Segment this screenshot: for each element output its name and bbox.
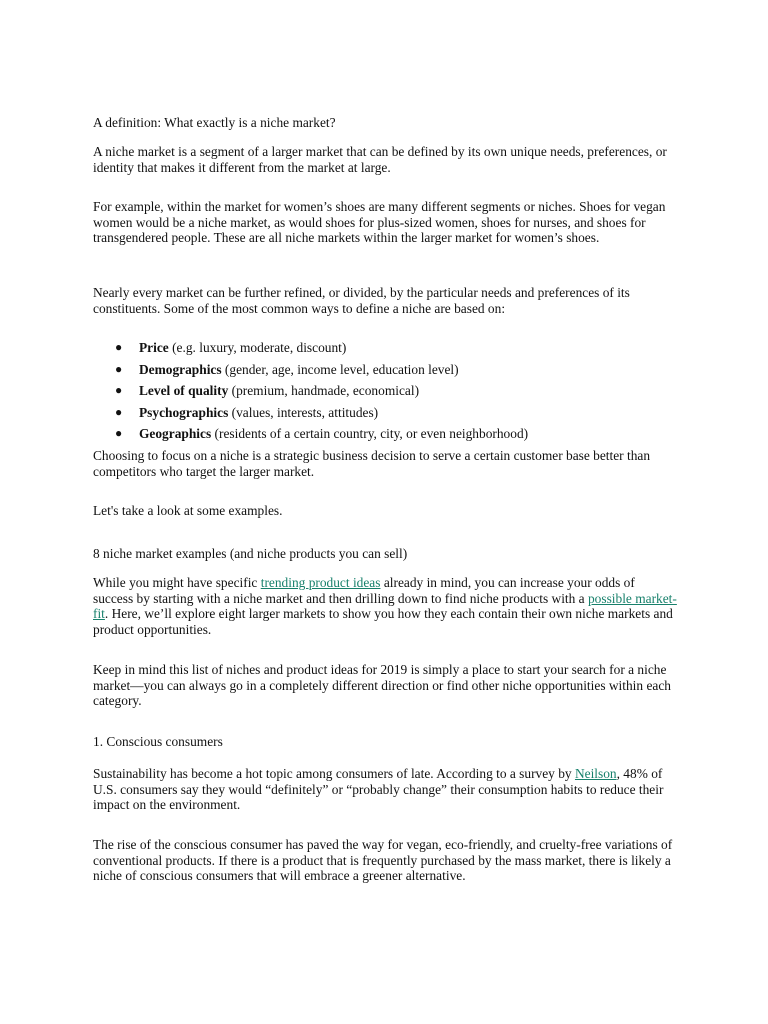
bullet-desc: (gender, age, income level, education level) xyxy=(221,361,459,377)
paragraph-rise: The rise of the conscious consumer has paved the way for vegan, eco-friendly, and cruelty-free variations of conventional products. If there is a product that is frequently purchased by the mass market, there is likely a niche of conscious consumers that will embrace a greener alternative. xyxy=(93,837,673,884)
list-item xyxy=(93,426,678,448)
bullet-icon: ● xyxy=(115,383,123,398)
bullet-desc: (residents of a certain country, city, or even neighborhood) xyxy=(211,426,529,442)
bullet-term: Demographics xyxy=(139,361,222,377)
text-run: Sustainability has become a hot topic among consumers of late. According to a survey by xyxy=(93,766,575,781)
bullet-icon: ● xyxy=(115,404,123,419)
possible-market-fit-link[interactable]: possible market-fit xyxy=(93,590,677,622)
bullet-icon: ● xyxy=(115,361,123,376)
text-run: While you might have specific xyxy=(93,575,261,590)
bullet-term: Psychographics xyxy=(139,404,229,420)
paragraph-keep-in-mind: Keep in mind this list of niches and product ideas for 2019 is simply a place to start your search for a niche market—you can always go in a completely different direction or find other niche opportunities within each category. xyxy=(93,662,671,709)
bullet-desc: (premium, handmade, economical) xyxy=(228,383,420,399)
paragraph-lets-look: Let's take a look at some examples. xyxy=(93,503,283,518)
heading-conscious-consumers: 1. Conscious consumers xyxy=(93,734,223,749)
list-item xyxy=(93,383,678,405)
bullet-icon: ● xyxy=(115,340,123,354)
bullet-icon: ● xyxy=(115,426,123,441)
text-run: already in mind, you can increase your odds of success by starting with a niche market and then drilling down to find niche products with a xyxy=(93,575,635,606)
bullet-term: Geographics xyxy=(139,426,212,442)
bullet-desc: (values, interests, attitudes) xyxy=(228,404,379,420)
neilson-link[interactable]: Neilson xyxy=(574,766,617,781)
niche-criteria-list xyxy=(93,340,678,448)
list-item xyxy=(93,340,678,362)
heading-examples: 8 niche market examples (and niche products you can sell) xyxy=(93,546,408,561)
trending-product-ideas-link[interactable]: trending product ideas xyxy=(260,575,381,590)
paragraph-refined: Nearly every market can be further refined, or divided, by the particular needs and preferences of its constituents. Some of the most common ways to define a niche are based on: xyxy=(93,285,630,316)
list-item xyxy=(93,405,678,427)
bullet-term: Price xyxy=(139,340,169,355)
bullet-term: Level of quality xyxy=(139,383,229,399)
bullet-desc: (e.g. luxury, moderate, discount) xyxy=(168,340,347,355)
paragraph-example: For example, within the market for women’s shoes are many different segments or niches. Shoes for vegan women would be a niche market, as would shoes for plus-sized women, shoes for nurses, and shoes for transgendered people. These are all niche markets within the larger market for women’s shoes. xyxy=(93,199,666,246)
list-item xyxy=(93,362,678,384)
paragraph-definition: A niche market is a segment of a larger market that can be defined by its own unique needs, preferences, or identity that makes it different from the market at large. xyxy=(93,144,667,175)
paragraph-while xyxy=(93,575,678,637)
paragraph-choosing: Choosing to focus on a niche is a strategic business decision to serve a certain customer base better than competitors who target the larger market. xyxy=(93,448,651,479)
text-run: , 48% of U.S. consumers say they would “definitely” or “probably change” their consumption habits to reduce their impact on the environment. xyxy=(93,766,664,813)
heading-definition: A definition: What exactly is a niche market? xyxy=(93,115,336,130)
text-run: . Here, we’ll explore eight larger markets to show you how they each contain their own niche markets and product opportunities. xyxy=(93,606,673,637)
paragraph-sustainability xyxy=(93,766,678,813)
